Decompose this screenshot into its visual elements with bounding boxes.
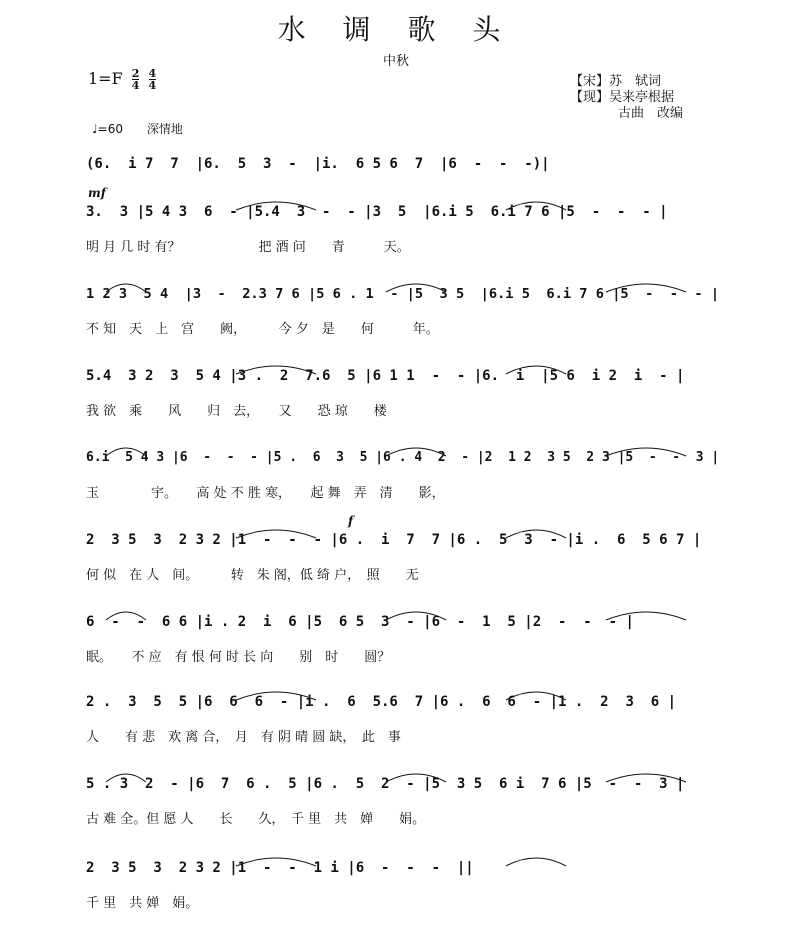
- notation-line: 2 3 5 3 2 3 2 |1 - - - |6 . i 7 7 |6 . 5 3 - |i . 6 5 6 7 |: [86, 532, 702, 548]
- notation-line: 6 - - 6 6 |i . 2 i 6 |5 6 5 3 - |6 - 1 5 |2 - - - |: [86, 614, 634, 630]
- credit-arranger: 【现】吴来亭根据: [570, 90, 675, 105]
- lyrics-line: 古 难 全。但 愿 人 长 久， 千 里 共 婵 娟。: [86, 812, 426, 827]
- lyrics-line: 我 欲 乘 风 归 去， 又 恐 琼 楼: [86, 404, 387, 419]
- dynamic-marking: f: [348, 514, 354, 528]
- lyrics-line: 明 月 几 时 有？ 把 酒 问 青 天。: [86, 240, 410, 255]
- staff-line: [86, 758, 720, 834]
- expression-marking: 深情地: [146, 122, 183, 136]
- time-signature-1: $\frac{2}{4}$: [131, 67, 140, 92]
- notation-line: (6. i 7 7 |6. 5 3 - |i. 6 5 6 7 |6 - - -)|: [86, 156, 550, 172]
- key-label: 1=F: [88, 69, 123, 88]
- notation-line: 2 . 3 5 5 |6 6 6 - |i . 6 5.6 7 |6 . 6 6 - |1 . 2 3 6 |: [86, 694, 677, 710]
- staff-line: [86, 596, 720, 672]
- lyrics-line: 人 有 悲 欢 离 合， 月 有 阴 晴 圆 缺， 此 事: [86, 730, 401, 745]
- lyrics-line: 眠。 不 应 有 恨 何 时 长 向 别 时 圆？: [86, 650, 391, 665]
- tempo-marking: [92, 120, 203, 137]
- notation-line: 5.4 3 2 3 5 4 |3 . 2 7.6 5 |6 1 1 - - |6. i |5 6 i 2 i - |: [86, 368, 685, 384]
- staff-line: [86, 268, 720, 344]
- staff-line: [86, 676, 720, 752]
- notation-line: 1 2 3 5 4 |3 - 2.3 7 6 |5 6 . 1 - |5 3 5 |6.i 5 6.i 7 6 |5 - - - |: [86, 286, 720, 302]
- time-signature-2: $\frac{4}{4}$: [148, 67, 157, 92]
- lyrics-line: 千 里 共 婵 娟。: [86, 896, 199, 911]
- lyrics-line: 玉 宇。 高 处 不 胜 寒， 起 舞 弄 清 影，: [86, 486, 445, 501]
- notation-line: 6.i 5 4 3 |6 - - - |5 . 6 3 5 |6 . 4 2 - |2 1 2 3 5 2 3 |5 - - 3 |: [86, 450, 720, 465]
- notation-line: 2 3 5 3 2 3 2 |1 - - 1 i |6 - - - ||: [86, 860, 474, 876]
- tempo-value: ♩=60: [92, 122, 123, 136]
- key-signature: [88, 68, 156, 91]
- lyrics-line: 不 知 天 上 宫 阙， 今 夕 是 何 年。: [86, 322, 439, 337]
- notation-line: 5 . 3 2 - |6 7 6 . 5 |6 . 5 2 - |5 3 5 6 i 7 6 |5 - - 3 |: [86, 776, 685, 792]
- song-subtitle: 中秋: [382, 54, 409, 69]
- credit-arranger-2: 古曲 改编: [618, 106, 684, 121]
- staff-line: [86, 842, 720, 918]
- credits: [570, 74, 683, 122]
- song-title: 水 调 歌 头: [277, 13, 515, 46]
- staff-line: [86, 186, 720, 262]
- lyrics-line: 何 似 在 人 间。 转 朱 阁，低 绮 户， 照 无: [86, 568, 419, 583]
- dynamic-marking: mf: [88, 186, 106, 200]
- notation-line: 3. 3 |5 4 3 6 - |5.4 3 - - |3 5 |6.i 5 6.i 7 6 |5 - - - |: [86, 204, 668, 220]
- staff-line: [86, 514, 720, 590]
- credit-lyricist: 【宋】苏 轼词: [570, 74, 662, 89]
- staff-line: [86, 350, 720, 426]
- staff-line: [86, 432, 720, 508]
